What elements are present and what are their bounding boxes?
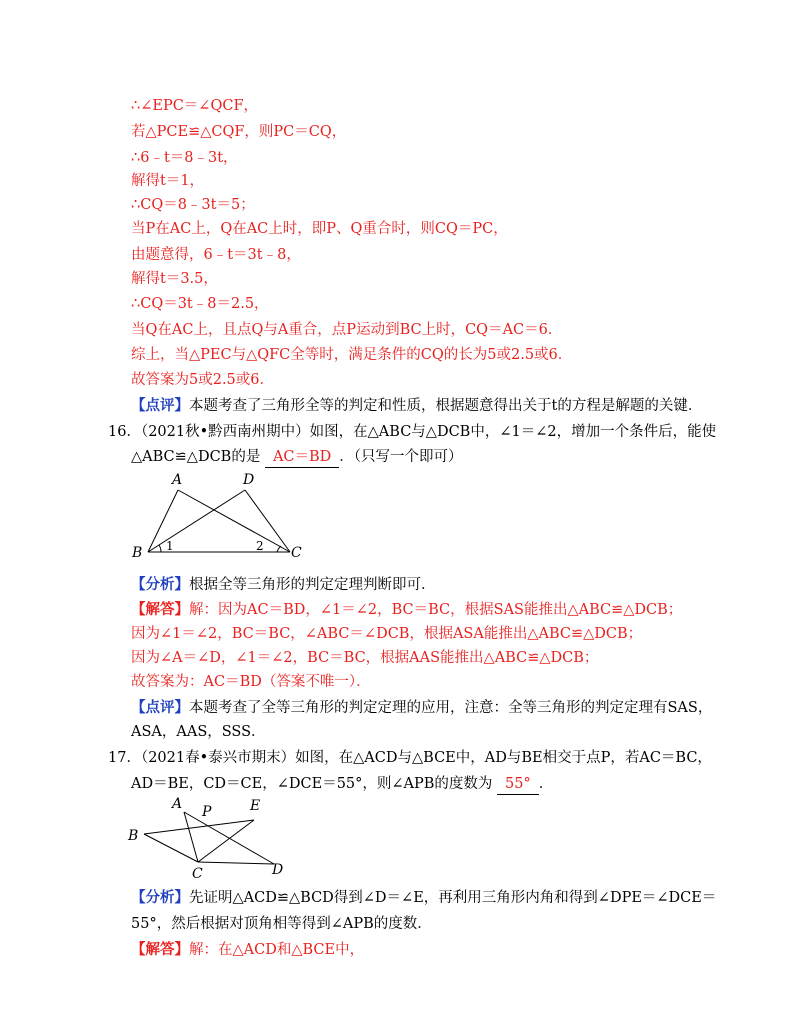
solution-tag: 【解答】 xyxy=(131,601,189,618)
segment-bc xyxy=(144,834,198,862)
segment-cd xyxy=(198,862,274,864)
question-text: ． xyxy=(538,776,554,792)
solution-line: ∴∠EPC＝∠QCF， xyxy=(131,98,259,114)
comment-text: 本题考查了三角形全等的判定和性质，根据题意得出关于t的方程是解题的关键． xyxy=(189,398,703,414)
segment-ac xyxy=(178,490,290,552)
analysis-tag: 【分析】 xyxy=(131,576,189,593)
angle-2-arc xyxy=(277,546,281,552)
label-b: B xyxy=(132,545,143,561)
analysis-tag: 【分析】 xyxy=(131,889,189,906)
label-d: D xyxy=(272,862,284,878)
answer-blank: 55° xyxy=(497,774,539,795)
label-e: E xyxy=(250,798,261,814)
solution-line: 故答案为：AC＝BD（答案不唯一）． xyxy=(131,674,371,690)
angle-1-arc xyxy=(159,545,161,552)
solution-line: 当P在AC上，Q在AC上时，即P、Q重合时，则CQ＝PC， xyxy=(131,221,508,237)
figure-17 xyxy=(126,796,296,881)
question-16-line1 xyxy=(108,422,716,442)
segment-ad xyxy=(184,812,274,864)
comment-line xyxy=(131,396,702,416)
solution-line: 若△PCE≌△CQF，则PC＝CQ， xyxy=(131,124,347,140)
solution-tag: 【解答】 xyxy=(131,941,189,958)
segment-ac xyxy=(184,812,198,862)
solution-text: 解：在△ACD和△BCE中， xyxy=(189,942,365,958)
solution-17-line1 xyxy=(131,940,364,960)
solution-line: 当Q在AC上，且点Q与A重合，点P运动到BC上时，CQ＝AC＝6． xyxy=(131,322,563,338)
comment-16-line1 xyxy=(131,698,712,718)
question-text: △ABC≌△DCB的是 xyxy=(131,449,261,465)
solution-text: 解：因为AC＝BD，∠1＝∠2，BC＝BC，根据SAS能推出△ABC≌△DCB； xyxy=(189,602,683,618)
solution-line: ∴CQ＝8﹣3t＝5； xyxy=(131,197,255,213)
answer-blank: AC＝BD xyxy=(265,447,339,468)
question-16-line2 xyxy=(131,447,463,468)
solution-line: 解得t＝1， xyxy=(131,173,205,189)
question-17-line1 xyxy=(108,748,712,768)
solution-line: 由题意得，6﹣t＝3t﹣8， xyxy=(131,247,301,263)
label-b: B xyxy=(128,828,139,844)
comment-16-line2: ASA，AAS，SSS． xyxy=(131,724,266,740)
question-number: 17． xyxy=(108,750,141,766)
question-text: AD＝BE，CD＝CE，∠DCE＝55°，则∠APB的度数为 xyxy=(131,776,493,792)
analysis-17-line2: 55°，然后根据对顶角相等得到∠APB的度数． xyxy=(131,916,432,932)
comment-text: 本题考查了全等三角形的判定定理的应用，注意：全等三角形的判定定理有SAS， xyxy=(189,700,713,716)
label-angle-2: 2 xyxy=(256,539,264,553)
analysis-17-line1 xyxy=(131,888,716,908)
solution-line: 解得t＝3.5， xyxy=(131,271,218,287)
analysis-text: 先证明△ACD≌△BCD得到∠D＝∠E，再利用三角形内角和得到∠DPE＝∠DCE＝ xyxy=(189,890,717,906)
analysis-16 xyxy=(131,575,436,595)
label-a: A xyxy=(172,796,183,812)
segment-dc xyxy=(245,490,290,552)
label-angle-1: 1 xyxy=(166,539,174,553)
solution-line: ∴6﹣t＝8﹣3t， xyxy=(131,150,238,166)
solution-line: 综上，当△PEC与△QFC全等时，满足条件的CQ的长为5或2.5或6． xyxy=(131,347,573,363)
label-a: A xyxy=(172,472,183,488)
question-number: 16． xyxy=(108,424,141,440)
solution-line: ∴CQ＝3t﹣8＝2.5， xyxy=(131,296,269,312)
analysis-text: 根据全等三角形的判定定理判断即可． xyxy=(189,577,436,593)
label-d: D xyxy=(243,472,255,488)
label-p: P xyxy=(202,804,212,820)
question-text: （2021秋•黔西南州期中）如图，在△ABC与△DCB中，∠1＝∠2，增加一个条件后，能使 xyxy=(140,424,717,440)
solution-line: 因为∠A＝∠D，∠1＝∠2，BC＝BC，根据AAS能推出△ABC≌△DCB； xyxy=(131,650,599,666)
label-c: C xyxy=(291,545,302,561)
comment-tag: 【点评】 xyxy=(131,397,189,414)
question-17-line2 xyxy=(131,774,553,795)
figure-16 xyxy=(130,470,310,565)
solution-line: 故答案为5或2.5或6． xyxy=(131,372,275,388)
solution-line: 因为∠1＝∠2，BC＝BC，∠ABC＝∠DCB，根据ASA能推出△ABC≌△DCB； xyxy=(131,626,643,642)
question-text: ．（只写一个即可） xyxy=(339,449,463,465)
comment-tag: 【点评】 xyxy=(131,699,189,716)
solution-16-line1 xyxy=(131,600,682,620)
label-c: C xyxy=(192,866,203,882)
question-text: （2021春•泰兴市期末）如图，在△ACD与△BCE中，AD与BE相交于点P，若AC＝BC， xyxy=(140,750,712,766)
